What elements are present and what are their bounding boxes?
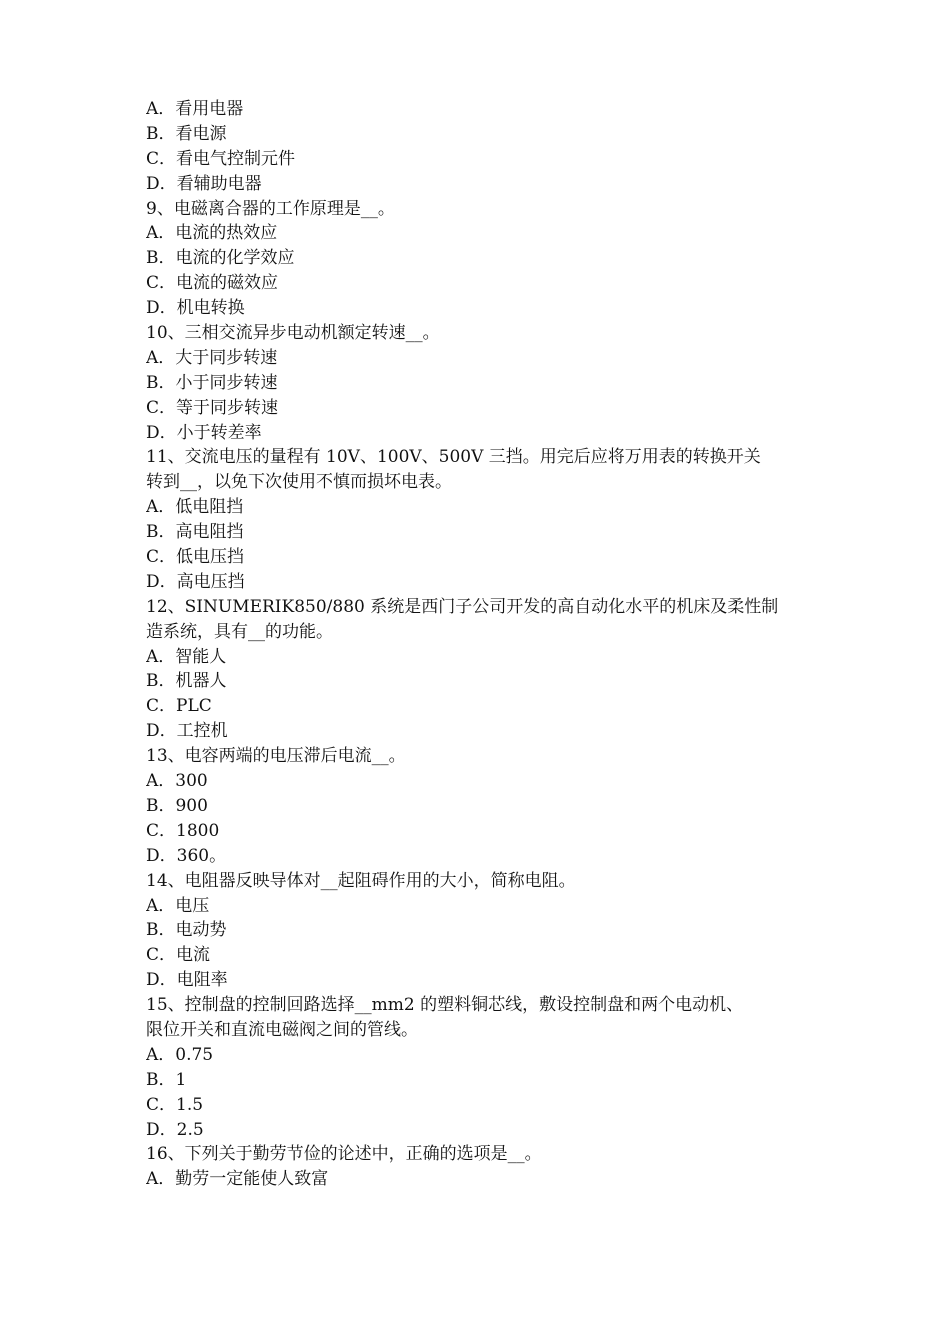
answer-option: B．小于同步转速 bbox=[146, 372, 278, 393]
answer-option: A．大于同步转速 bbox=[146, 347, 278, 368]
answer-option: C．PLC bbox=[146, 696, 212, 717]
answer-option: C．电流的磁效应 bbox=[146, 273, 279, 294]
answer-option: D．高电压挡 bbox=[146, 571, 245, 592]
question-text-continued: 限位开关和直流电磁阀之间的管线。 bbox=[146, 1019, 418, 1040]
question-text-continued: 造系统，具有__的功能。 bbox=[146, 621, 333, 642]
answer-option: A．勤劳一定能使人致富 bbox=[146, 1169, 329, 1190]
question-text: 11、交流电压的量程有 10V、100V、500V 三挡。用完后应将万用表的转换开关 bbox=[146, 447, 761, 468]
answer-option: C．电流 bbox=[146, 945, 211, 966]
answer-option: B．电流的化学效应 bbox=[146, 248, 295, 269]
answer-option: A．电流的热效应 bbox=[146, 223, 278, 244]
question-text-continued: 转到__，以免下次使用不慎而损坏电表。 bbox=[146, 472, 452, 493]
answer-option: A．0.75 bbox=[146, 1044, 214, 1065]
answer-option: A．300 bbox=[146, 771, 208, 792]
answer-option: B．看电源 bbox=[146, 123, 227, 144]
question-text: 10、三相交流异步电动机额定转速__。 bbox=[146, 323, 440, 344]
answer-option: D．看辅助电器 bbox=[146, 173, 262, 194]
answer-option: C．等于同步转速 bbox=[146, 397, 279, 418]
answer-option: A．电压 bbox=[146, 895, 210, 916]
answer-option: C．低电压挡 bbox=[146, 547, 245, 568]
answer-option: A．低电阻挡 bbox=[146, 497, 244, 518]
answer-option: B．机器人 bbox=[146, 671, 227, 692]
answer-option: D．工控机 bbox=[146, 721, 228, 742]
answer-option: D．2.5 bbox=[146, 1119, 204, 1140]
answer-option: A．智能人 bbox=[146, 646, 227, 667]
question-text: 12、SINUMERIK850/880 系统是西门子公司开发的高自动化水平的机床及柔性制 bbox=[146, 596, 779, 617]
answer-option: C．1.5 bbox=[146, 1094, 204, 1115]
answer-option: C．1800 bbox=[146, 820, 220, 841]
answer-option: B．900 bbox=[146, 795, 208, 816]
answer-option: D．电阻率 bbox=[146, 970, 228, 991]
answer-option: B．1 bbox=[146, 1069, 187, 1090]
answer-option: A．看用电器 bbox=[146, 99, 244, 119]
answer-option: B．电动势 bbox=[146, 920, 227, 941]
answer-option: C．看电气控制元件 bbox=[146, 148, 296, 169]
question-text: 16、下列关于勤劳节俭的论述中，正确的选项是__。 bbox=[146, 1144, 542, 1165]
answer-option: D．机电转换 bbox=[146, 298, 245, 319]
document-page bbox=[146, 97, 816, 1192]
question-text: 13、电容两端的电压滞后电流__。 bbox=[146, 746, 406, 767]
answer-option: B．高电阻挡 bbox=[146, 522, 244, 543]
question-text: 14、电阻器反映导体对__起阻碍作用的大小，简称电阻。 bbox=[146, 870, 576, 891]
question-text: 9、电磁离合器的工作原理是__。 bbox=[146, 198, 395, 219]
answer-option: D．360。 bbox=[146, 845, 227, 866]
question-text: 15、控制盘的控制回路选择__mm2 的塑料铜芯线，敷设控制盘和两个电动机、 bbox=[146, 995, 744, 1016]
answer-option: D．小于转差率 bbox=[146, 422, 262, 443]
